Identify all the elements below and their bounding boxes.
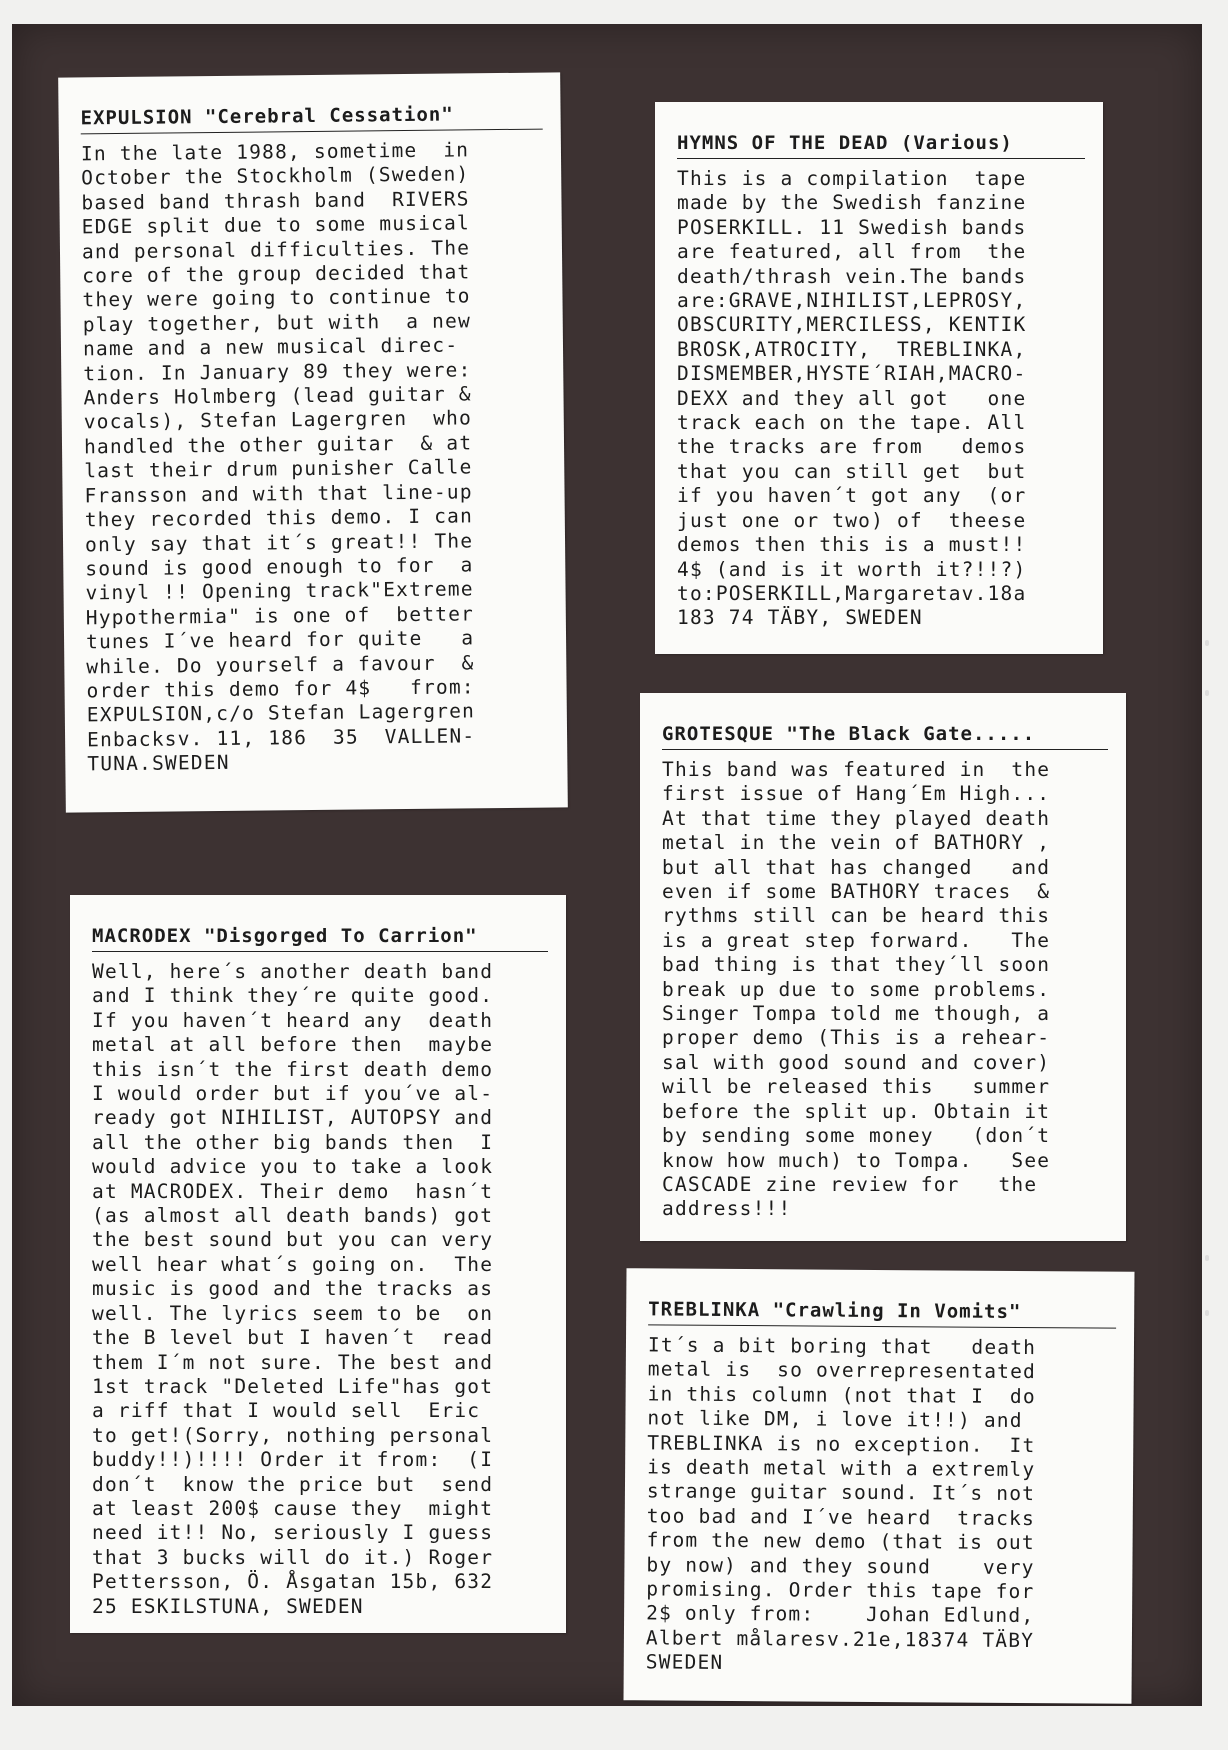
review-text: This is a compilation tape made by the Swedish fanzine POSERKILL. 11 Swedish bands are featured, all from the death/thrash vein.The bands are:GRAVE,NIHILIST,LEPROSY, OBSCURITY,MERCILESS, KENTIK BROSK,ATROCITY, TREBLINKA, DISMEMBER,HYSTE´RIAH,MACRO- DEXX and they all got one track each on the tape. All the tracks are from demos that you can still get but if you haven´t got any (or just one or two) of theese demos then this is a must!! 4$ (and is it worth it?!!?) to:POSERKILL,Margaretav.18a 183 74 TÄBY, SWEDEN (677, 167, 1027, 630)
review-text: This band was featured in the first issue of Hang´Em High... At that time they played death metal in the vein of BATHORY , but all that has changed and even if some BATHORY traces & rythms still can be heard this is a great step forward. The bad thing is that they´ll soon break up due to some problems. Singer Tompa told me though, a proper demo (This is a rehear- sal with good sound and cover) will be released this summer before the split up. Obtain it by sending some money (don´t know how much) to Tompa. See CASCADE zine review for the address!!! (662, 758, 1051, 1221)
review-title: TREBLINKA "Crawling In Vomits" (648, 1298, 1116, 1328)
review-title: MACRODEX "Disgorged To Carrion" (92, 925, 548, 952)
review-title: EXPULSION "Cerebral Cessation" (80, 103, 542, 135)
review-clipping-macrodex (70, 895, 566, 1633)
review-title: GROTESQUE "The Black Gate..... (662, 723, 1108, 750)
binder-hole-mark (1205, 1255, 1209, 1261)
review-clipping-grotesque (640, 693, 1126, 1241)
review-text: It´s a bit boring that death metal is so overrepresentated in this column (not that I do not like DM, i love it!!) and TREBLINKA is no exception. It is death metal with a extremly strange guitar sound. It´s not too bad and I´ve heard tracks from the new demo (that is out by now) and they sound very promising. Order this tape for 2$ only from: Johan Edlund, Albert målaresv.21e,18374 TÄBY SWEDEN (645, 1333, 1037, 1675)
review-text: In the late 1988, sometime in October the Stockholm (Sweden) based band thrash band RIVERS EDGE split due to some musical and personal difficulties. The core of the group decided that they were going to continue to play together, but with a new name and a new musical direc- tion. In January 89 they were: Anders Holmberg (lead guitar & vocals), Stefan Lagergren who handled the other guitar & at last their drum punisher Calle Fransson and with that line-up they recorded this demo. I can only say that it´s great!! The sound is good enough to for a vinyl !! Opening track"Extreme Hypothermia" is one of better tunes I´ve heard for quite a while. Do yourself a favour & order this demo for 4$ from: EXPULSION,c/o Stefan Lagergren Enbacksv. 11, 186 35 VALLEN- TUNA.SWEDEN (80, 138, 476, 776)
review-text: Well, here´s another death band and I think they´re quite good. If you haven´t heard any death metal at all before then maybe this isn´t the first death demo I would order but if you´ve al- ready got NIHILIST, AUTOPSY and all the other big bands then I would advice you to take a look at MACRODEX. Their demo hasn´t (as almost all death bands) got the best sound but you can very well hear what´s going on. The music is good and the tracks as well. The lyrics seem to be on the B level but I haven´t read them I´m not sure. The best and 1st track "Deleted Life"has got a riff that I would sell Eric to get!(Sorry, nothing personal buddy!!)!!!! Order it from: (I don´t know the price but send at least 200$ cause they might need it!! No, seriously I guess that 3 bucks will do it.) Roger Pettersson, Ö. Åsgatan 15b, 632 25 ESKILSTUNA, SWEDEN (92, 960, 494, 1618)
review-clipping-treblinka (623, 1268, 1134, 1704)
review-clipping-expulsion (58, 72, 568, 812)
binder-hole-mark (1205, 1310, 1209, 1316)
review-clipping-hymns-of-the-dead (655, 102, 1103, 654)
review-title: HYMNS OF THE DEAD (Various) (677, 132, 1085, 159)
binder-hole-mark (1205, 640, 1209, 646)
binder-hole-mark (1205, 690, 1209, 696)
